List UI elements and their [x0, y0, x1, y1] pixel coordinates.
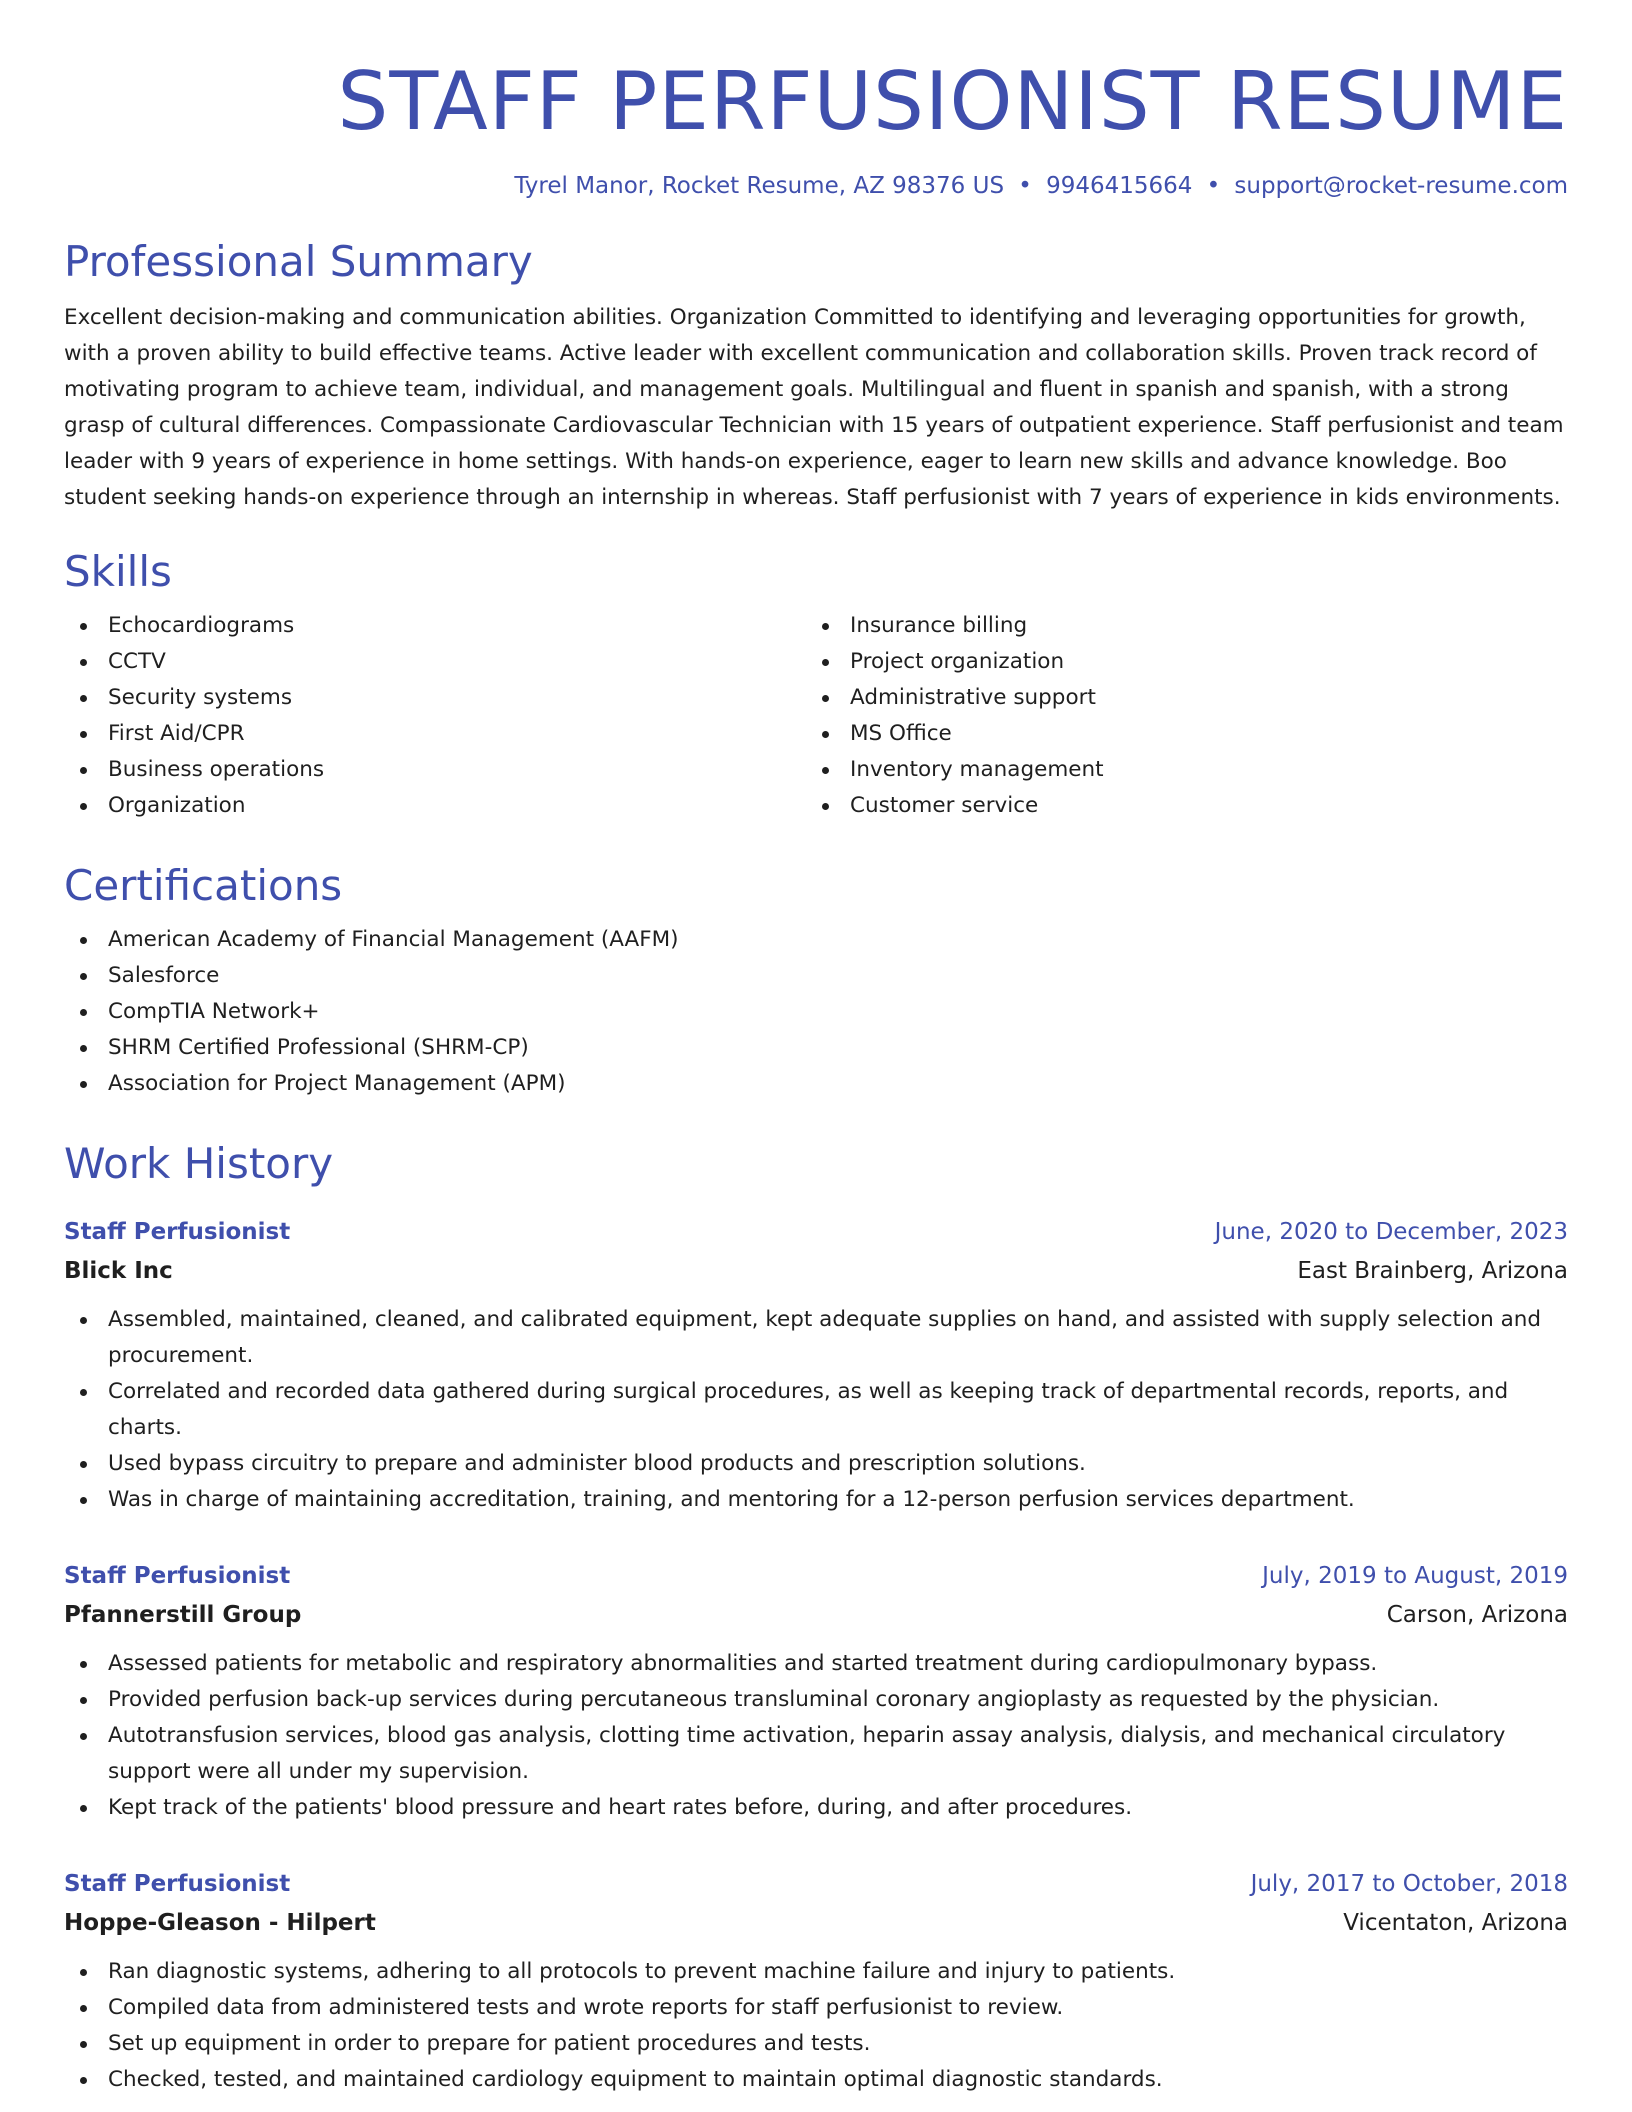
list-item: Administrative support — [806, 680, 1548, 716]
skills-grid — [64, 608, 1568, 824]
list-item: Kept track of the patients' blood pressure and heart rates before, during, and after procedures. — [64, 1790, 1568, 1826]
list-item: Customer service — [806, 788, 1548, 824]
skills-list-left — [64, 608, 806, 824]
job-entry — [64, 1866, 1568, 2098]
skills-section — [64, 544, 1568, 824]
list-item: Insurance billing — [806, 608, 1548, 644]
list-item: Project organization — [806, 644, 1548, 680]
list-item: Correlated and recorded data gathered during surgical procedures, as well as keeping track of departmental records, reports, and charts. — [64, 1374, 1568, 1446]
list-item: Association for Project Management (APM) — [64, 1066, 1568, 1102]
list-item: Assembled, maintained, cleaned, and calibrated equipment, kept adequate supplies on hand, and assisted with supply selection and procurement. — [64, 1302, 1568, 1374]
list-item: Set up equipment in order to prepare for patient procedures and tests. — [64, 2026, 1568, 2062]
contact-separator: • — [1018, 173, 1032, 199]
job-entry — [64, 1214, 1568, 1518]
contact-separator: • — [1206, 173, 1221, 199]
list-item: Inventory management — [806, 752, 1548, 788]
list-item: SHRM Certified Professional (SHRM-CP) — [64, 1030, 1568, 1066]
section-heading: Certifications — [64, 861, 343, 910]
section-heading: Skills — [64, 547, 172, 596]
resume-title: STAFF PERFUSIONIST RESUME — [337, 55, 1568, 148]
list-item: American Academy of Financial Management (AAFM) — [64, 922, 1568, 958]
job-location: Carson, Arizona — [1386, 1602, 1568, 1628]
skills-list-right — [806, 608, 1548, 824]
list-item: Organization — [64, 788, 806, 824]
professional-summary-section — [64, 234, 1568, 516]
job-title: Staff Perfusionist — [64, 1563, 291, 1589]
list-item: CompTIA Network+ — [64, 994, 1568, 1030]
job-dates: June, 2020 to December, 2023 — [1214, 1219, 1568, 1245]
list-item: Salesforce — [64, 958, 1568, 994]
job-duties-list — [64, 1646, 1568, 1826]
job-duties-list — [64, 1954, 1568, 2098]
list-item: Compiled data from administered tests and wrote reports for staff perfusionist to review. — [64, 1990, 1568, 2026]
summary-text: Excellent decision-making and communication abilities. Organization Committed to identifying and leveraging opportunities for growth, with a proven ability to build effective teams. Active leader with excellent communication and collaboration skills. Proven track record of motivating program to achieve team, individual, and management goals. Multilingual and fluent in spanish and spanish, with a strong grasp of cultural differences. Compassionate Cardiovascular Technician with 15 years of outpatient experience. Staff perfusionist and team leader with 9 years of experience in home settings. With hands-on experience, eager to learn new skills and advance knowledge. Boo student seeking hands-on experience through an internship in whereas. Staff perfusionist with 7 years of experience in kids environments. — [64, 305, 1564, 510]
contact-line — [64, 170, 1568, 202]
list-item: First Aid/CPR — [64, 716, 806, 752]
contact-phone: 9946415664 — [1046, 173, 1193, 199]
list-item: Ran diagnostic systems, adhering to all protocols to prevent machine failure and injury to patients. — [64, 1954, 1568, 1990]
job-location: East Brainberg, Arizona — [1297, 1258, 1568, 1284]
list-item: Business operations — [64, 752, 806, 788]
list-item: Autotransfusion services, blood gas analysis, clotting time activation, heparin assay analysis, dialysis, and mechanical circulatory support were all under my supervision. — [64, 1718, 1568, 1790]
list-item: Security systems — [64, 680, 806, 716]
job-location: Vicentaton, Arizona — [1343, 1910, 1568, 1936]
job-title: Staff Perfusionist — [64, 1219, 291, 1245]
list-item: MS Office — [806, 716, 1548, 752]
job-duties-list — [64, 1302, 1568, 1518]
list-item: Echocardiograms — [64, 608, 806, 644]
job-company: Hoppe-Gleason - Hilpert — [64, 1910, 376, 1936]
job-entry — [64, 1558, 1568, 1826]
section-heading: Work History — [64, 1139, 334, 1188]
list-item: Checked, tested, and maintained cardiology equipment to maintain optimal diagnostic standards. — [64, 2062, 1568, 2098]
work-history-section — [64, 1136, 1568, 2098]
list-item: Was in charge of maintaining accreditation, training, and mentoring for a 12-person perfusion services department. — [64, 1482, 1568, 1518]
job-dates: July, 2019 to August, 2019 — [1262, 1563, 1568, 1589]
section-heading: Professional Summary — [64, 237, 533, 286]
contact-address: Tyrel Manor, Rocket Resume, AZ 98376 US — [514, 173, 1005, 199]
job-dates: July, 2017 to October, 2018 — [1250, 1871, 1568, 1897]
contact-email[interactable]: support@rocket-resume.com — [1234, 173, 1568, 199]
list-item: Used bypass circuitry to prepare and administer blood products and prescription solutions. — [64, 1446, 1568, 1482]
job-company: Pfannerstill Group — [64, 1602, 302, 1628]
certifications-section — [64, 858, 1568, 1102]
certifications-list — [64, 922, 1568, 1102]
list-item: Assessed patients for metabolic and respiratory abnormalities and started treatment during cardiopulmonary bypass. — [64, 1646, 1568, 1682]
list-item: Provided perfusion back-up services during percutaneous transluminal coronary angioplasty as requested by the physician. — [64, 1682, 1568, 1718]
job-title: Staff Perfusionist — [64, 1871, 291, 1897]
list-item: CCTV — [64, 644, 806, 680]
job-company: Blick Inc — [64, 1258, 173, 1284]
